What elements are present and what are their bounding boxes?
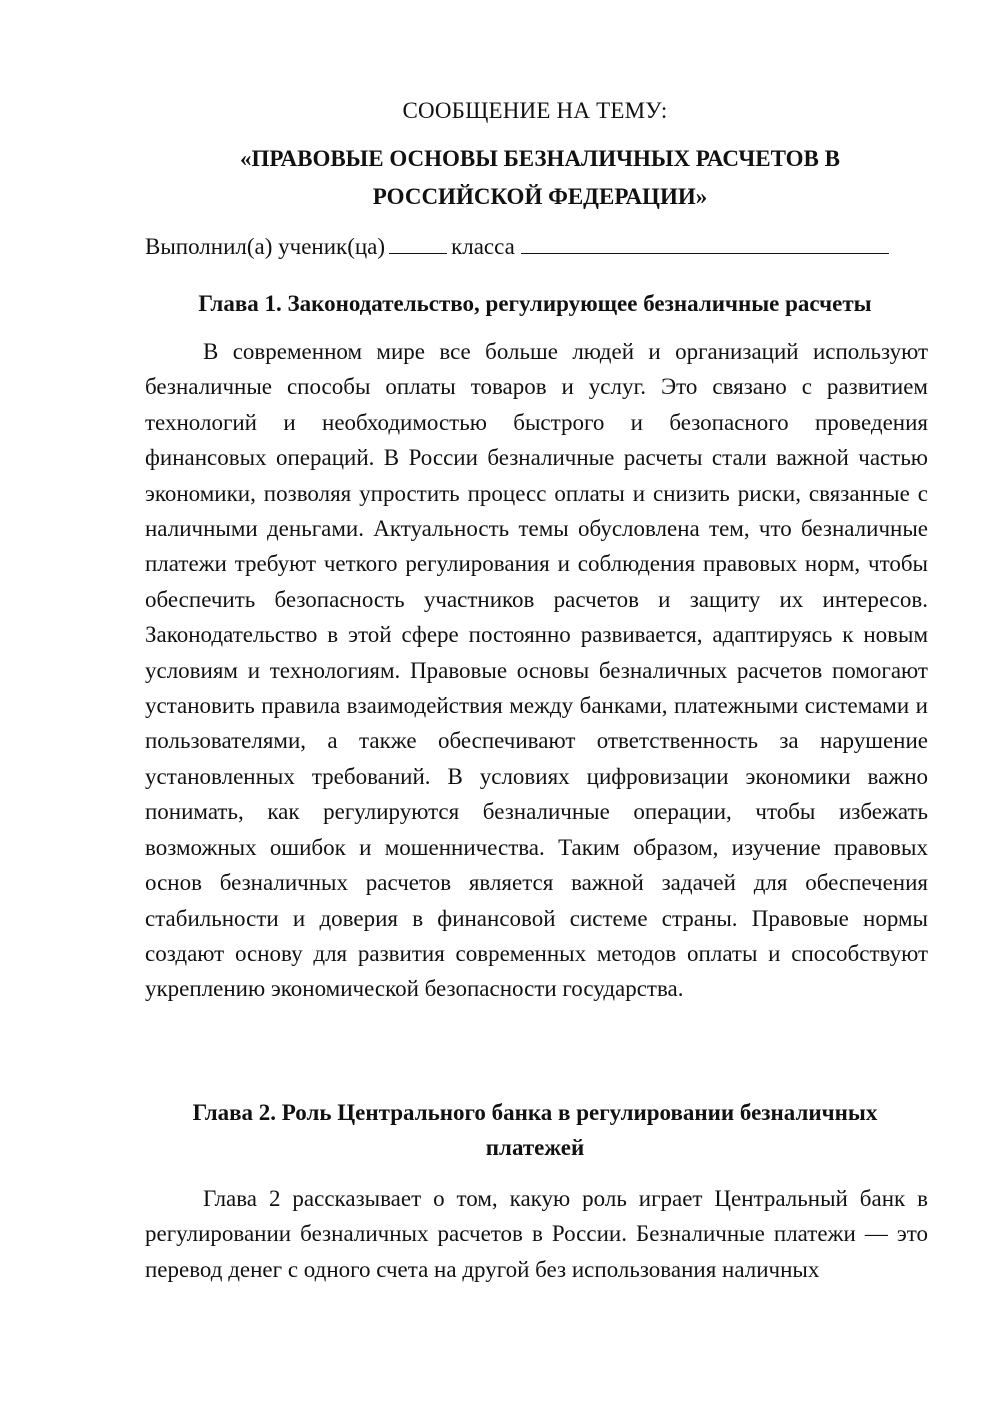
class-label: класса bbox=[451, 234, 515, 259]
chapter1-paragraph: В современном мире все больше людей и организаций используют безналичные способы оплаты товаров и услуг. Это связано с развитием технологий и необходимостью быстрого и безопасного проведения финансовых операций. В России безналичные расчеты стали важной частью экономики, позволяя упростить процесс оплаты и снизить риски, связанные с наличными деньгами. Актуальность темы обусловлена тем, что безналичные платежи требуют четкого регулирования и соблюдения правовых норм, чтобы обеспечить безопасность участников расчетов и защиту их интересов. Законодательство в этой сфере постоянно развивается, адаптируясь к новым условиям и технологиям. Правовые основы безналичных расчетов помогают установить правила взаимодействия между банками, платежными системами и пользователями, а также обеспечивают ответственность за нарушение установленных требований. В условиях цифровизации экономики важно понимать, как регулируются безналичные операции, чтобы избежать возможных ошибок и мошенничества. Таким образом, изучение правовых основ безналичных расчетов является важной задачей для обеспечения стабильности и доверия в финансовой системе страны. Правовые нормы создают основу для развития современных методов оплаты и способствуют укреплению экономической безопасности государства. bbox=[145, 339, 928, 1002]
document-title: «ПРАВОВЫЕ ОСНОВЫ БЕЗНАЛИЧНЫХ РАСЧЕТОВ В РОССИЙСКОЙ ФЕДЕРАЦИИ» bbox=[240, 146, 840, 209]
chapter1-heading: Глава 1. Законодательство, регулирующее безналичные расчеты bbox=[198, 291, 872, 316]
performer-line bbox=[145, 229, 935, 265]
chapter2-heading: Глава 2. Роль Центрального банка в регулировании безналичных платежей bbox=[192, 1100, 878, 1160]
document-supertitle: СООБЩЕНИЕ НА ТЕМУ: bbox=[402, 98, 668, 123]
grade-blank bbox=[389, 233, 447, 254]
performer-label: Выполнил(а) ученик(ца) bbox=[145, 234, 386, 259]
chapter2-paragraph: Глава 2 рассказывает о том, какую роль играет Центральный банк в регулировании безналичных расчетов в России. Безналичные платежи — это перевод денег с одного счета на другой без использования наличных bbox=[145, 1186, 928, 1282]
name-blank bbox=[521, 233, 889, 254]
